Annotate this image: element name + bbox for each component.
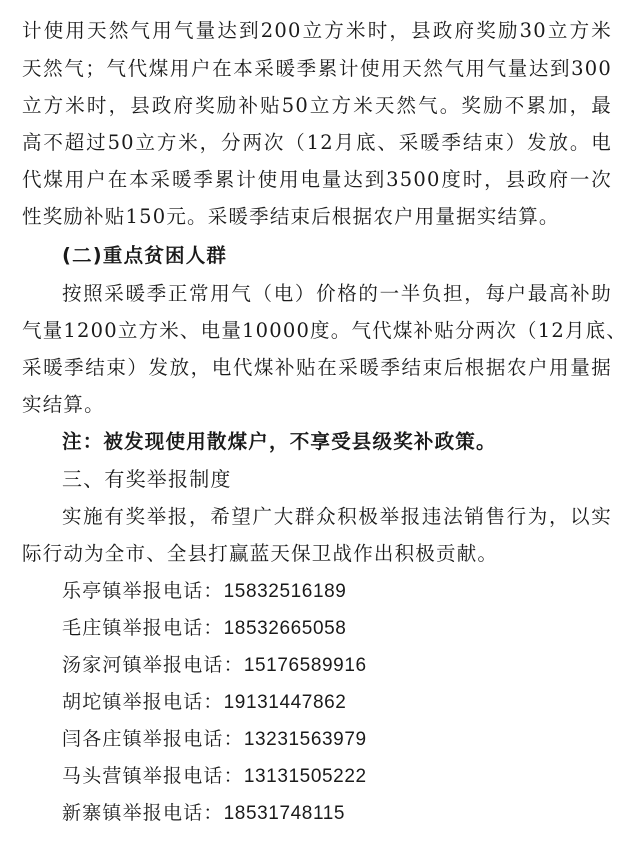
paragraph-line: 采暖季结束）发放，电代煤补贴在采暖季结束后根据农户用量据: [22, 356, 612, 379]
paragraph-line: 立方米时，县政府奖励补贴50立方米天然气。奖励不累加，最: [22, 94, 612, 117]
hotline-label: 闫各庄镇举报电话：: [62, 728, 244, 750]
hotline-item: [62, 721, 367, 758]
hotline-item: [62, 573, 346, 610]
paragraph-line: 代煤用户在本采暖季累计使用电量达到3500度时，县政府一次: [22, 168, 612, 191]
policy-note: 注：被发现使用散煤户，不享受县级奖补政策。: [62, 430, 497, 453]
paragraph-line: 际行动为全市、全县打赢蓝天保卫战作出积极贡献。: [22, 542, 499, 565]
hotline-item: [62, 684, 346, 721]
hotline-number: 15832516189: [223, 581, 347, 602]
hotline-label: 乐亭镇举报电话：: [62, 580, 224, 602]
hotline-item: [62, 610, 346, 647]
hotline-label: 胡坨镇举报电话：: [62, 691, 224, 713]
section-heading-report: 三、有奖举报制度: [62, 467, 232, 491]
paragraph-line: 高不超过50立方米，分两次（12月底、采暖季结束）发放。电: [22, 131, 612, 154]
hotline-number: 19131447862: [223, 692, 347, 713]
hotline-number: 15176589916: [243, 655, 367, 676]
paragraph-line: 按照采暖季正常用气（电）价格的一半负担，每户最高补助: [62, 282, 612, 305]
paragraph-line: 气量1200立方米、电量10000度。气代煤补贴分两次（12月底、: [22, 319, 628, 342]
hotline-number: 13231563979: [243, 729, 367, 750]
hotline-item: [62, 758, 367, 795]
hotline-number: 18532665058: [223, 618, 347, 639]
paragraph-line: 天然气；气代煤用户在本采暖季累计使用天然气用气量达到300: [22, 57, 612, 80]
hotline-label: 马头营镇举报电话：: [62, 765, 244, 787]
section-heading-poor: (二)重点贫困人群: [62, 244, 228, 267]
paragraph-line: 实结算。: [22, 393, 105, 416]
hotline-label: 新寨镇举报电话：: [62, 802, 224, 824]
paragraph-line: 实施有奖举报，希望广大群众积极举报违法销售行为，以实: [62, 505, 612, 528]
hotline-item: [62, 795, 345, 832]
paragraph-line: 性奖励补贴150元。采暖季结束后根据农户用量据实结算。: [22, 205, 560, 228]
hotline-label: 汤家河镇举报电话：: [62, 654, 244, 676]
hotline-number: 18531748115: [223, 803, 346, 824]
paragraph-line: 计使用天然气用气量达到200立方米时，县政府奖励30立方米: [22, 19, 612, 42]
hotline-item: [62, 647, 367, 684]
hotline-number: 13131505222: [243, 766, 367, 787]
hotline-label: 毛庄镇举报电话：: [62, 617, 224, 639]
